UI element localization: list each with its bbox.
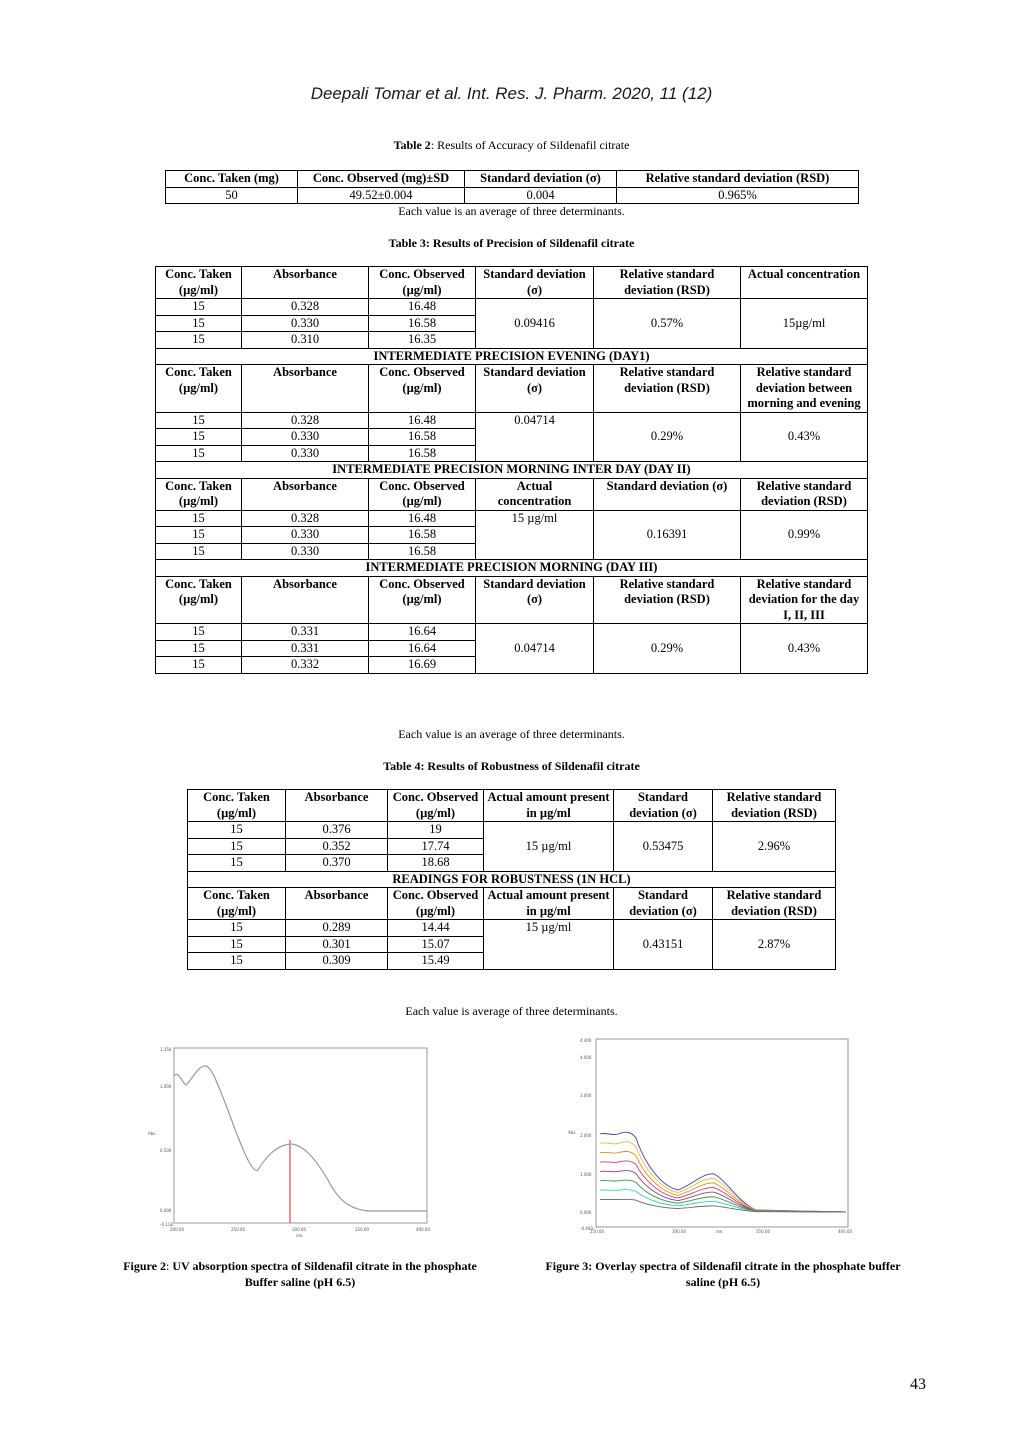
y-tick-label: -0.400 — [580, 1226, 593, 1231]
table2-header: Relative standard deviation (RSD) — [617, 171, 859, 188]
x-tick-label: 350.00 — [355, 1227, 369, 1232]
y-tick-label: 0.500 — [160, 1148, 172, 1153]
overlay-spectrum-line — [600, 1171, 846, 1212]
table-row: 15 0.330 16.58 — [156, 429, 868, 446]
table2-note: Each value is an average of three determinants. — [398, 204, 625, 218]
table-row: 15 0.289 14.44 15 µg/ml 0.43151 2.87% — [188, 920, 836, 937]
table-row: 15 0.330 16.58 — [156, 445, 868, 462]
x-tick-label: 300.00 — [672, 1229, 686, 1234]
y-tick-label: 1.000 — [580, 1172, 592, 1177]
plot-frame — [174, 1048, 427, 1223]
y-tick-label: 0.000 — [580, 1210, 592, 1215]
figure3-overlay-spectra — [560, 1034, 860, 1234]
running-header: Deepali Tomar et al. Int. Res. J. Pharm. 2020, 11 (12) — [310, 84, 713, 103]
section-title: INTERMEDIATE PRECISION EVENING (DAY1) — [156, 348, 868, 365]
table-row: 15 0.309 15.49 — [188, 953, 836, 970]
table3: Conc. Taken (µg/ml) Absorbance Conc. Observed (µg/ml) Standard deviation (σ) Relative standard deviation (RSD) Actual concentration 15 0.328 16.48 0.09416 0.57% 15µg/ml 15 0.330 16.58 15 0.310 16.35 INTERMEDIATE PRECISION EVENING (DAY1) Conc. Taken (µg/ml) Absorbance Conc. Observed (µg/ml) Standard deviation (σ) Relative standard deviation (RSD) Relative standard deviation between morning and evening 15 0.328 16.48 0.04714 0.29% 0.43% 15 0.330 16.58 15 0.330 16.58 INTERMEDIATE PRECISION MORNING INTER DAY (DAY II) Conc. Taken (µg/ml) Absorbance Conc. Observed (µg/ml) Actual concentration Standard deviation (σ) Relative standard deviation (RSD) 15 0.328 16.48 15 µg/ml 0.16391 0.99% 15 0.330 16.58 15 0.330 16.58 INTERMEDIATE PRECISION MORNING (DAY III) Conc. Taken (µg/ml) Absorbance Conc. Observed (µg/ml) Standard deviation (σ) Relative standard deviation (RSD) Relative standard deviation for the day I, II, III 15 0.331 16.64 0.04714 0.29% 0.43% 15 0.331 16.64 15 0.332 16.69 — [155, 266, 868, 674]
y-tick-label: 1.000 — [160, 1084, 172, 1089]
x-tick-label: 300.00 — [292, 1227, 306, 1232]
figure2-x-ticks — [170, 1227, 430, 1232]
table-row: 15 0.310 16.35 — [156, 332, 868, 349]
y-tick-label: 2.000 — [580, 1133, 592, 1138]
figure2-y-ticks — [160, 1047, 173, 1227]
y-tick-label: -0.118 — [160, 1222, 173, 1227]
y-tick-label: 4.000 — [580, 1055, 592, 1060]
x-tick-label: 350.00 — [756, 1229, 770, 1234]
table2 — [165, 170, 859, 204]
section-title: READINGS FOR ROBUSTNESS (1N HCL) — [188, 871, 836, 888]
section-title: INTERMEDIATE PRECISION MORNING INTER DAY (DAY II) — [156, 462, 868, 479]
x-tick-label: 200.00 — [170, 1227, 184, 1232]
table2-header: Standard deviation (σ) — [465, 171, 617, 188]
overlay-lines — [600, 1132, 846, 1212]
table2-header: Conc. Taken (mg) — [166, 171, 298, 188]
page-number: 43 — [910, 1376, 926, 1393]
x-tick-label: 400.00 — [838, 1229, 852, 1234]
table-row: 15 0.330 16.58 — [156, 527, 868, 544]
table-row: 15 0.328 16.48 0.04714 0.29% 0.43% — [156, 412, 868, 429]
table-row: 50 49.52±0.004 0.004 0.965% — [166, 187, 859, 204]
y-tick-label: 1.354 — [160, 1047, 172, 1052]
y-axis-label: Abs. — [568, 1130, 577, 1135]
overlay-spectrum-line — [600, 1161, 846, 1212]
table-row: 15 0.330 16.58 — [156, 543, 868, 560]
y-axis-label: Abs. — [148, 1131, 157, 1136]
table-row: 15 0.332 16.69 — [156, 657, 868, 674]
table-row: 15 0.352 17.74 — [188, 838, 836, 855]
table3-caption: Table 3: Results of Precision of Sildenafil citrate — [388, 236, 635, 250]
figure2-caption-text: UV absorption spectra of Sildenafil citrate in the phosphate Buffer saline (pH 6.5) — [172, 1259, 477, 1289]
table-row: 15 0.370 18.68 — [188, 855, 836, 872]
y-tick-label: 4.400 — [580, 1038, 592, 1043]
x-axis-label: nm. — [716, 1229, 724, 1234]
table-row: 15 0.331 16.64 — [156, 640, 868, 657]
x-axis-label: nm. — [296, 1233, 304, 1238]
figure2-spectrum — [140, 1040, 440, 1240]
table-row: 15 0.376 19 15 µg/ml 0.53475 2.96% — [188, 822, 836, 839]
spectrum-line — [174, 1066, 427, 1211]
figure2-caption: Figure 2: UV absorption spectra of Sildenafil citrate in the phosphate Buffer saline (pH 6.5) — [123, 1259, 477, 1289]
x-tick-label: 250.00 — [590, 1229, 604, 1234]
overlay-spectrum-line — [600, 1142, 846, 1212]
table4: Conc. Taken (µg/ml) Absorbance Conc. Observed (µg/ml) Actual amount present in µg/ml Standard deviation (σ) Relative standard deviation (RSD) 15 0.376 19 15 µg/ml 0.53475 2.96% 15 0.352 17.74 15 0.370 18.68 READINGS FOR ROBUSTNESS (1N HCL) Conc. Taken (µg/ml) Absorbance Conc. Observed (µg/ml) Actual amount present in µg/ml Standard deviation (σ) Relative standard deviation (RSD) 15 0.289 14.44 15 µg/ml 0.43151 2.87% 15 0.301 15.07 15 0.309 15.49 — [187, 789, 836, 970]
x-tick-label: 250.00 — [231, 1227, 245, 1232]
overlay-spectrum-line — [600, 1199, 846, 1212]
figure3-caption: Figure 3: Overlay spectra of Sildenafil citrate in the phosphate buffer saline (pH 6.5) — [545, 1259, 901, 1289]
table2-header: Conc. Observed (mg)±SD — [298, 171, 465, 188]
table-row: 15 0.328 16.48 0.09416 0.57% 15µg/ml — [156, 299, 868, 316]
x-tick-label: 400.00 — [416, 1227, 430, 1232]
table-row: 15 0.331 16.64 0.04714 0.29% 0.43% — [156, 624, 868, 641]
y-tick-label: 0.000 — [160, 1208, 172, 1213]
table3-note: Each value is an average of three determinants. — [398, 727, 625, 741]
table-row: 15 0.328 16.48 15 µg/ml 0.16391 0.99% — [156, 510, 868, 527]
table-row: 15 0.330 16.58 — [156, 315, 868, 332]
table4-note: Each value is average of three determinants. — [405, 1004, 618, 1018]
table-row: 15 0.301 15.07 — [188, 936, 836, 953]
table4-caption: Table 4: Results of Robustness of Sildenafil citrate — [383, 759, 640, 773]
table2-caption: Table 2: Results of Accuracy of Sildenafil citrate — [393, 138, 630, 152]
figure3-y-ticks — [580, 1038, 593, 1231]
y-tick-label: 3.000 — [580, 1093, 592, 1098]
section-title: INTERMEDIATE PRECISION MORNING (DAY III) — [156, 560, 868, 577]
